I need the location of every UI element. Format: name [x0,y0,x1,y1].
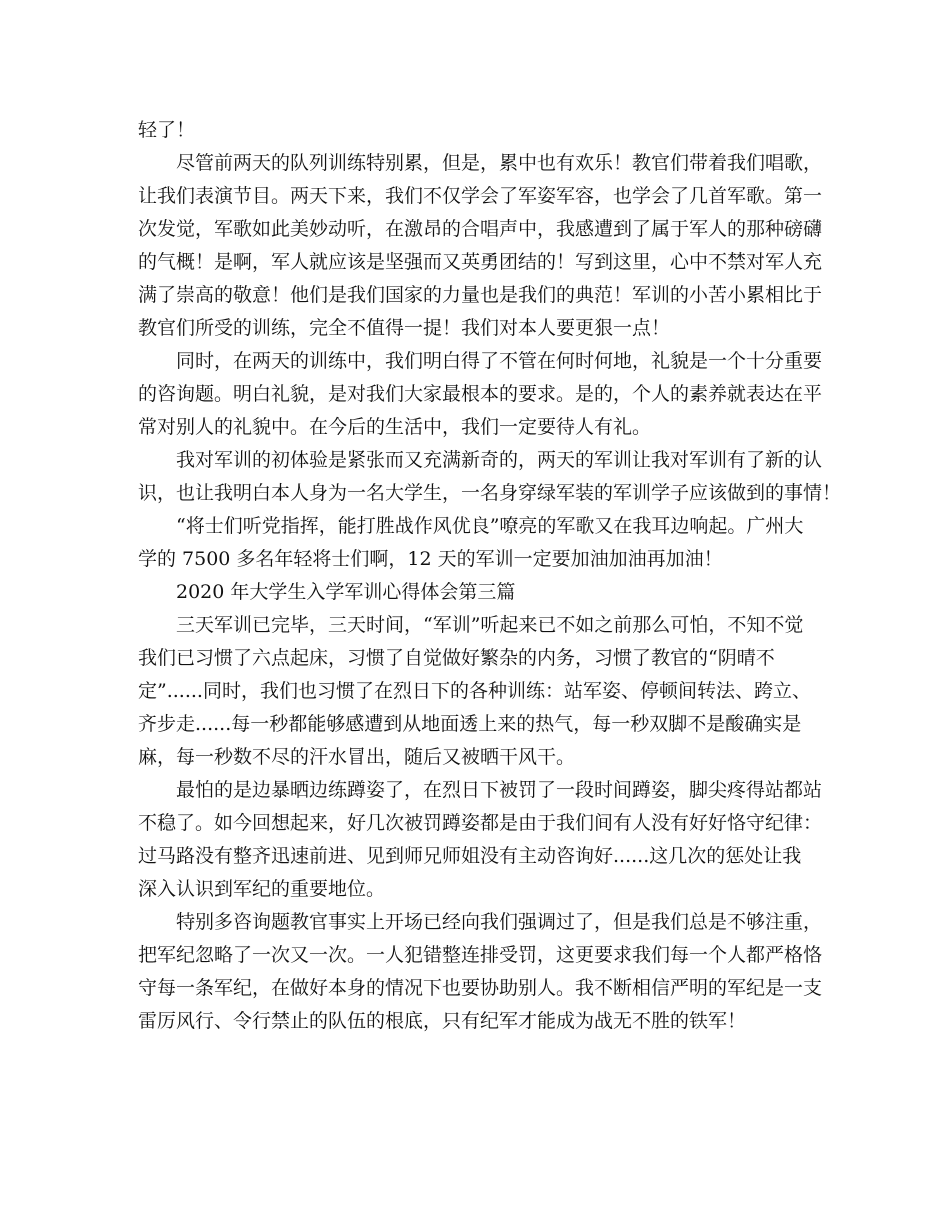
text-line: 齐步走......每一秒都能够感遭到从地面透上来的热气，每一秒双脚不是酸确实是 [138,713,802,735]
text-line: 把军纪忽略了一次又一次。一人犯错整连排受罚，这更要求我们每一个人都严格恪 [138,944,823,966]
paragraph-start-line: 我对军训的初体验是紧张而又充满新奇的，两天的军训让我对军训有了新的认 [176,449,823,471]
text-line: 的气概！是啊，军人就应该是坚强而又英勇团结的！写到这里，心中不禁对军人充 [138,251,823,273]
text-line: 学的 7500 多名年轻将士们啊，12 天的军训一定要加油加油再加油！ [138,548,723,570]
paragraph-start-line: 最怕的是边暴晒边练蹲姿了，在烈日下被罚了一段时间蹲姿，脚尖疼得站都站 [176,779,823,801]
paragraph-start-line: 特别多咨询题教官事实上开场已经向我们强调过了，但是我们总是不够注重， [176,911,823,933]
text-line: 我们已习惯了六点起床，习惯了自觉做好繁杂的内务，习惯了教官的“阴晴不 [138,647,775,669]
text-line: 的咨询题。明白礼貌，是对我们大家最根本的要求。是的，个人的素养就表达在平 [138,383,823,405]
paragraph-start-line: 三天军训已完毕，三天时间，“军训”听起来已不如之前那么可怕，不知不觉 [176,614,804,636]
text-line: 识，也让我明白本人身为一名大学生，一名身穿绿军装的军训学子应该做到的事情！ [138,482,842,504]
paragraph-start-line: 尽管前两天的队列训练特别累，但是，累中也有欢乐！教官们带着我们唱歌， [176,152,823,174]
text-line: 常对别人的礼貌中。在今后的生活中，我们一定要待人有礼。 [138,416,652,438]
paragraph-start-line: “将士们听党指挥，能打胜战作风优良”嘹亮的军歌又在我耳边响起。广州大 [176,515,804,537]
text-line: 雷厉风行、令行禁止的队伍的根底，只有纪军才能成为战无不胜的铁军！ [138,1010,747,1032]
text-line: 轻了！ [138,119,196,141]
section-heading: 2020 年大学生入学军训心得体会第三篇 [176,581,516,603]
text-line: 过马路没有整齐迅速前进、见到师兄师姐没有主动咨询好......这几次的惩处让我 [138,845,802,867]
text-line: 麻，每一秒数不尽的汗水冒出，随后又被晒干风干。 [138,746,576,768]
paragraph-start-line: 同时，在两天的训练中，我们明白得了不管在何时何地，礼貌是一个十分重要 [176,350,823,372]
text-line: 不稳了。如今回想起来，好几次被罚蹲姿都是由于我们间有人没有好好恪守纪律： [138,812,823,834]
text-line: 教官们所受的训练，完全不值得一提！我们对本人要更狠一点！ [138,317,671,339]
text-line: 让我们表演节目。两天下来，我们不仅学会了军姿军容，也学会了几首军歌。第一 [138,185,823,207]
text-line: 定”......同时，我们也习惯了在烈日下的各种训练：站军姿、停顿间转法、跨立、 [138,680,811,702]
document-body [138,114,842,1038]
text-line: 深入认识到军纪的重要地位。 [138,878,386,900]
text-line: 次发觉，军歌如此美妙动听，在激昂的合唱声中，我感遭到了属于军人的那种磅礴 [138,218,823,240]
text-line: 守每一条军纪，在做好本身的情况下也要协助别人。我不断相信严明的军纪是一支 [138,977,823,999]
text-line: 满了崇高的敬意！他们是我们国家的力量也是我们的典范！军训的小苦小累相比于 [138,284,823,306]
